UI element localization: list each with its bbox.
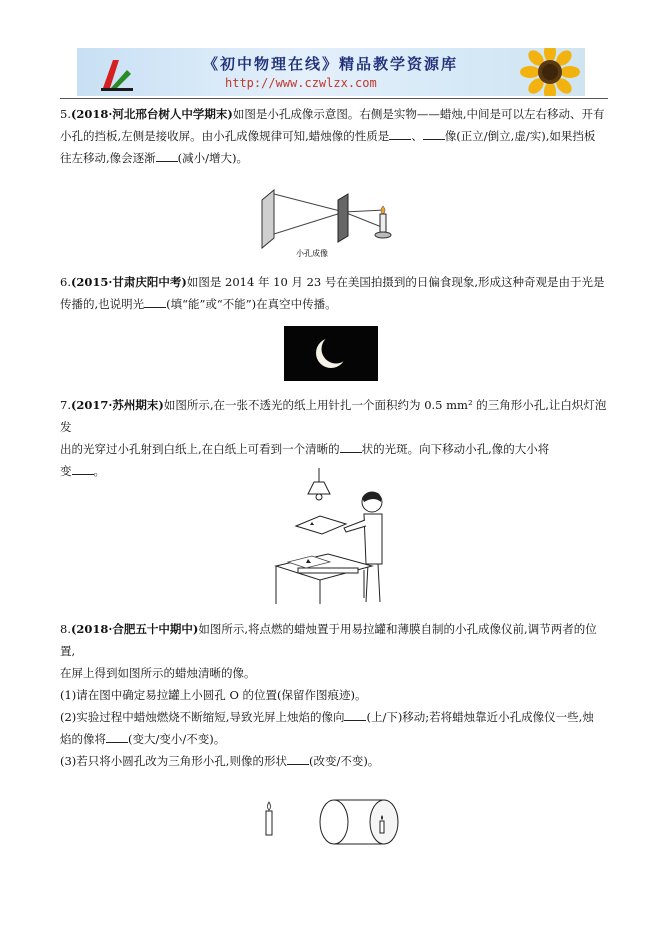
answer-blank[interactable] [287, 752, 309, 765]
answer-blank[interactable] [423, 127, 445, 140]
header-url[interactable]: http://www.czwlzx.com [225, 76, 377, 90]
q5-line3: 往左移动,像会逐渐 (减小/增大)。 [60, 151, 249, 165]
q7-line3: 变 。 [60, 464, 105, 478]
q7-line2: 出的光穿过小孔射到白纸上,在白纸上可看到一个清晰的 状的光斑。向下移动小孔,像的大小将 [60, 442, 550, 456]
q8-sub3: (3)若只将小圆孔改为三角形小孔,则像的形状 (改变/不变)。 [60, 754, 380, 768]
q8-sub2-line1: (2)实验过程中蜡烛燃烧不断缩短,导致光屏上烛焰的像向 (上/下)移动;若将蜡烛靠近小孔成像仪一些,烛 [60, 710, 594, 724]
sunflower-icon [515, 48, 585, 96]
q5-line2: 小孔的挡板,左侧是接收屏。由小孔成像规律可知,蜡烛像的性质是 、 像(正立/倒立,虚/实),如果挡板 [60, 129, 596, 143]
q5-source: (2018·河北邢台树人中学期末) [70, 107, 233, 121]
q8-line2: 在屏上得到如图所示的蜡烛清晰的像。 [60, 666, 256, 680]
header-banner [77, 48, 585, 96]
header-title: 《初中物理在线》精品教学资源库 [203, 55, 459, 73]
q8-line1: 8.(2018·合肥五十中期中)如图所示,将点燃的蜡烛置于用易拉罐和薄膜自制的小孔成像仪前,调节两者的位置, [60, 622, 597, 658]
site-logo-icon [97, 54, 137, 92]
eclipse-photo [284, 326, 378, 381]
figure-caption: 小孔成像 [296, 249, 328, 258]
q8-sub2-line2: 焰的像将 (变大/变小/不变)。 [60, 732, 226, 746]
answer-blank[interactable] [389, 127, 411, 140]
q6-line1: 6.(2015·甘肃庆阳中考)如图是 2014 年 10 月 23 号在美国拍摄到的日偏食现象,形成这种奇观是由于光是 [60, 275, 605, 289]
answer-blank[interactable] [72, 462, 94, 475]
answer-blank[interactable] [106, 730, 128, 743]
answer-blank[interactable] [144, 295, 166, 308]
q7-source: (2017·苏州期末) [70, 398, 164, 412]
question-5 [60, 103, 608, 169]
header-rule [60, 98, 608, 99]
q7-line1: 7.(2017·苏州期末)如图所示,在一张不透光的纸上用针扎一个面积约为 0.5 mm² 的三角形小孔,让白炽灯泡发 [60, 398, 607, 434]
q8-source: (2018·合肥五十中期中) [70, 622, 199, 636]
lamp-student-figure [268, 468, 396, 606]
pinhole-imaging-figure [252, 180, 402, 260]
answer-blank[interactable] [344, 708, 366, 721]
question-6 [60, 271, 608, 315]
question-8 [60, 618, 608, 772]
pinhole-camera-figure [258, 794, 408, 854]
q8-sub1: (1)请在图中确定易拉罐上小圆孔 O 的位置(保留作图痕迹)。 [60, 688, 367, 702]
q6-source: (2015·甘肃庆阳中考) [70, 275, 187, 289]
q6-line2: 传播的,也说明光 (填“能”或“不能”)在真空中传播。 [60, 297, 337, 311]
q5-line1: 5.(2018·河北邢台树人中学期末)如图是小孔成像示意图。右侧是实物——蜡烛,中间是可以左右移动、开有 [60, 107, 605, 121]
answer-blank[interactable] [156, 149, 178, 162]
answer-blank[interactable] [340, 440, 362, 453]
